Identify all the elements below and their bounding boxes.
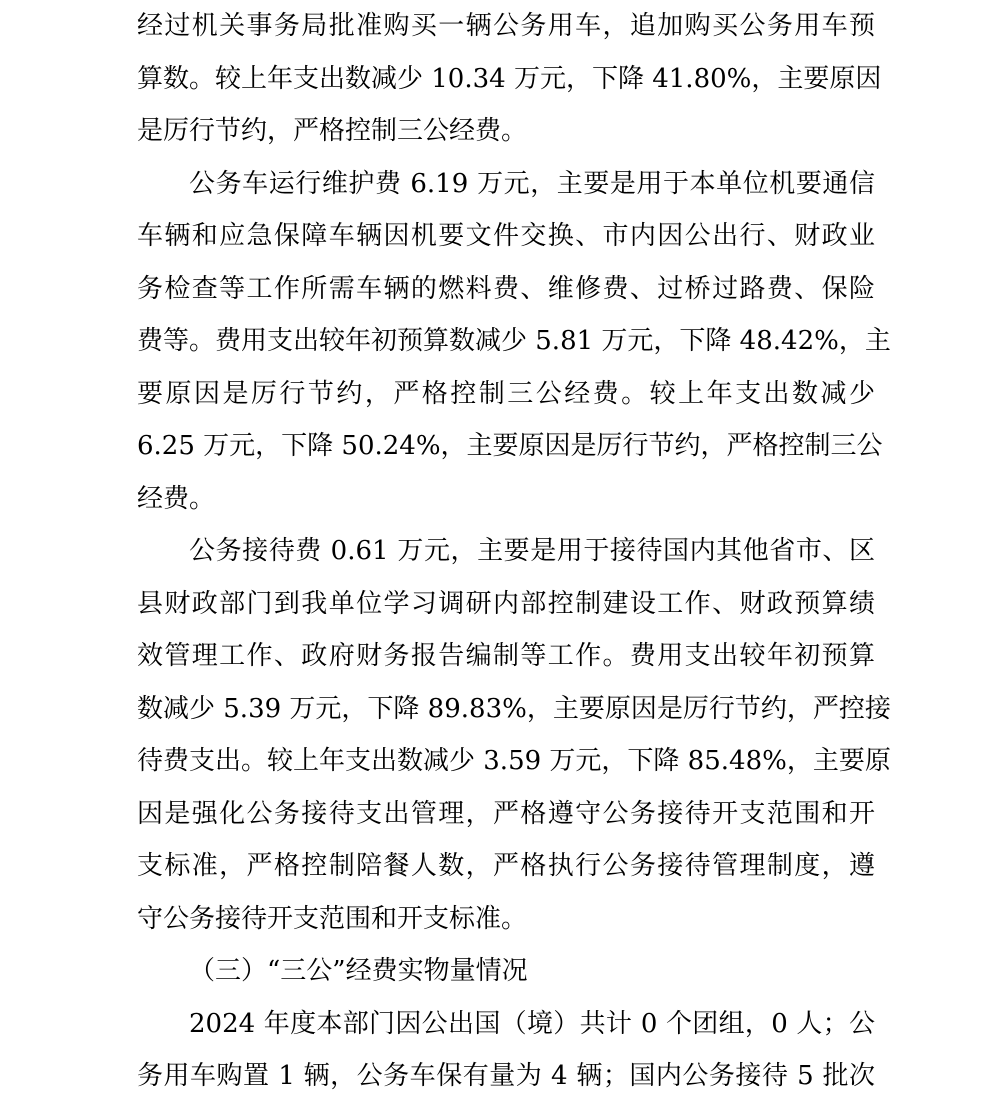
text-line: 公务接待费 0.61 万元，主要是用于接待国内其他省市、区 bbox=[189, 536, 875, 566]
section-heading: （三）“三公”经费实物量情况 bbox=[189, 956, 528, 986]
text-line: 是厉行节约，严格控制三公经费。 bbox=[137, 116, 528, 146]
text-line: 2024 年度本部门因公出国（境）共计 0 个团组，0 人；公 bbox=[189, 1008, 875, 1039]
text-line: 数减少 5.39 万元，下降 89.83%，主要原因是厉行节约，严控接 bbox=[137, 693, 891, 724]
text-line: 支标准，严格控制陪餐人数，严格执行公务接待管理制度，遵 bbox=[137, 851, 875, 881]
text-line: 守公务接待开支范围和开支标准。 bbox=[137, 903, 528, 934]
text-line: 因是强化公务接待支出管理，严格遵守公务接待开支范围和开 bbox=[137, 798, 875, 829]
text-line: 务用车购置 1 辆，公务车保有量为 4 辆；国内公务接待 5 批次 bbox=[137, 1061, 875, 1091]
text-line: 效管理工作、政府财务报告编制等工作。费用支出较年初预算 bbox=[137, 641, 875, 671]
text-line: 费等。费用支出较年初预算数减少 5.81 万元，下降 48.42%，主 bbox=[137, 326, 891, 356]
text-line: 经费。 bbox=[137, 483, 216, 514]
paragraph bbox=[137, 998, 875, 1103]
text-line: 务检查等工作所需车辆的燃料费、维修费、过桥过路费、保险 bbox=[137, 273, 875, 304]
text-line: 车辆和应急保障车辆因机要文件交换、市内因公出行、财政业 bbox=[137, 221, 875, 251]
paragraph bbox=[137, 158, 891, 526]
document-page bbox=[137, 0, 891, 1103]
text-line: 要原因是厉行节约，严格控制三公经费。较上年支出数减少 bbox=[137, 378, 875, 409]
text-line: 公务车运行维护费 6.19 万元，主要是用于本单位机要通信 bbox=[189, 168, 875, 199]
paragraph bbox=[137, 525, 891, 945]
text-line: 待费支出。较上年支出数减少 3.59 万元，下降 85.48%，主要原 bbox=[137, 746, 891, 776]
text-line: 经过机关事务局批准购买一辆公务用车，追加购买公务用车预 bbox=[137, 11, 875, 41]
text-line: 县财政部门到我单位学习调研内部控制建设工作、财政预算绩 bbox=[137, 588, 875, 619]
text-line: 6.25 万元，下降 50.24%，主要原因是厉行节约，严格控制三公 bbox=[137, 431, 883, 461]
text-line: 算数。较上年支出数减少 10.34 万元，下降 41.80%，主要原因 bbox=[137, 63, 882, 94]
paragraph bbox=[137, 0, 882, 158]
